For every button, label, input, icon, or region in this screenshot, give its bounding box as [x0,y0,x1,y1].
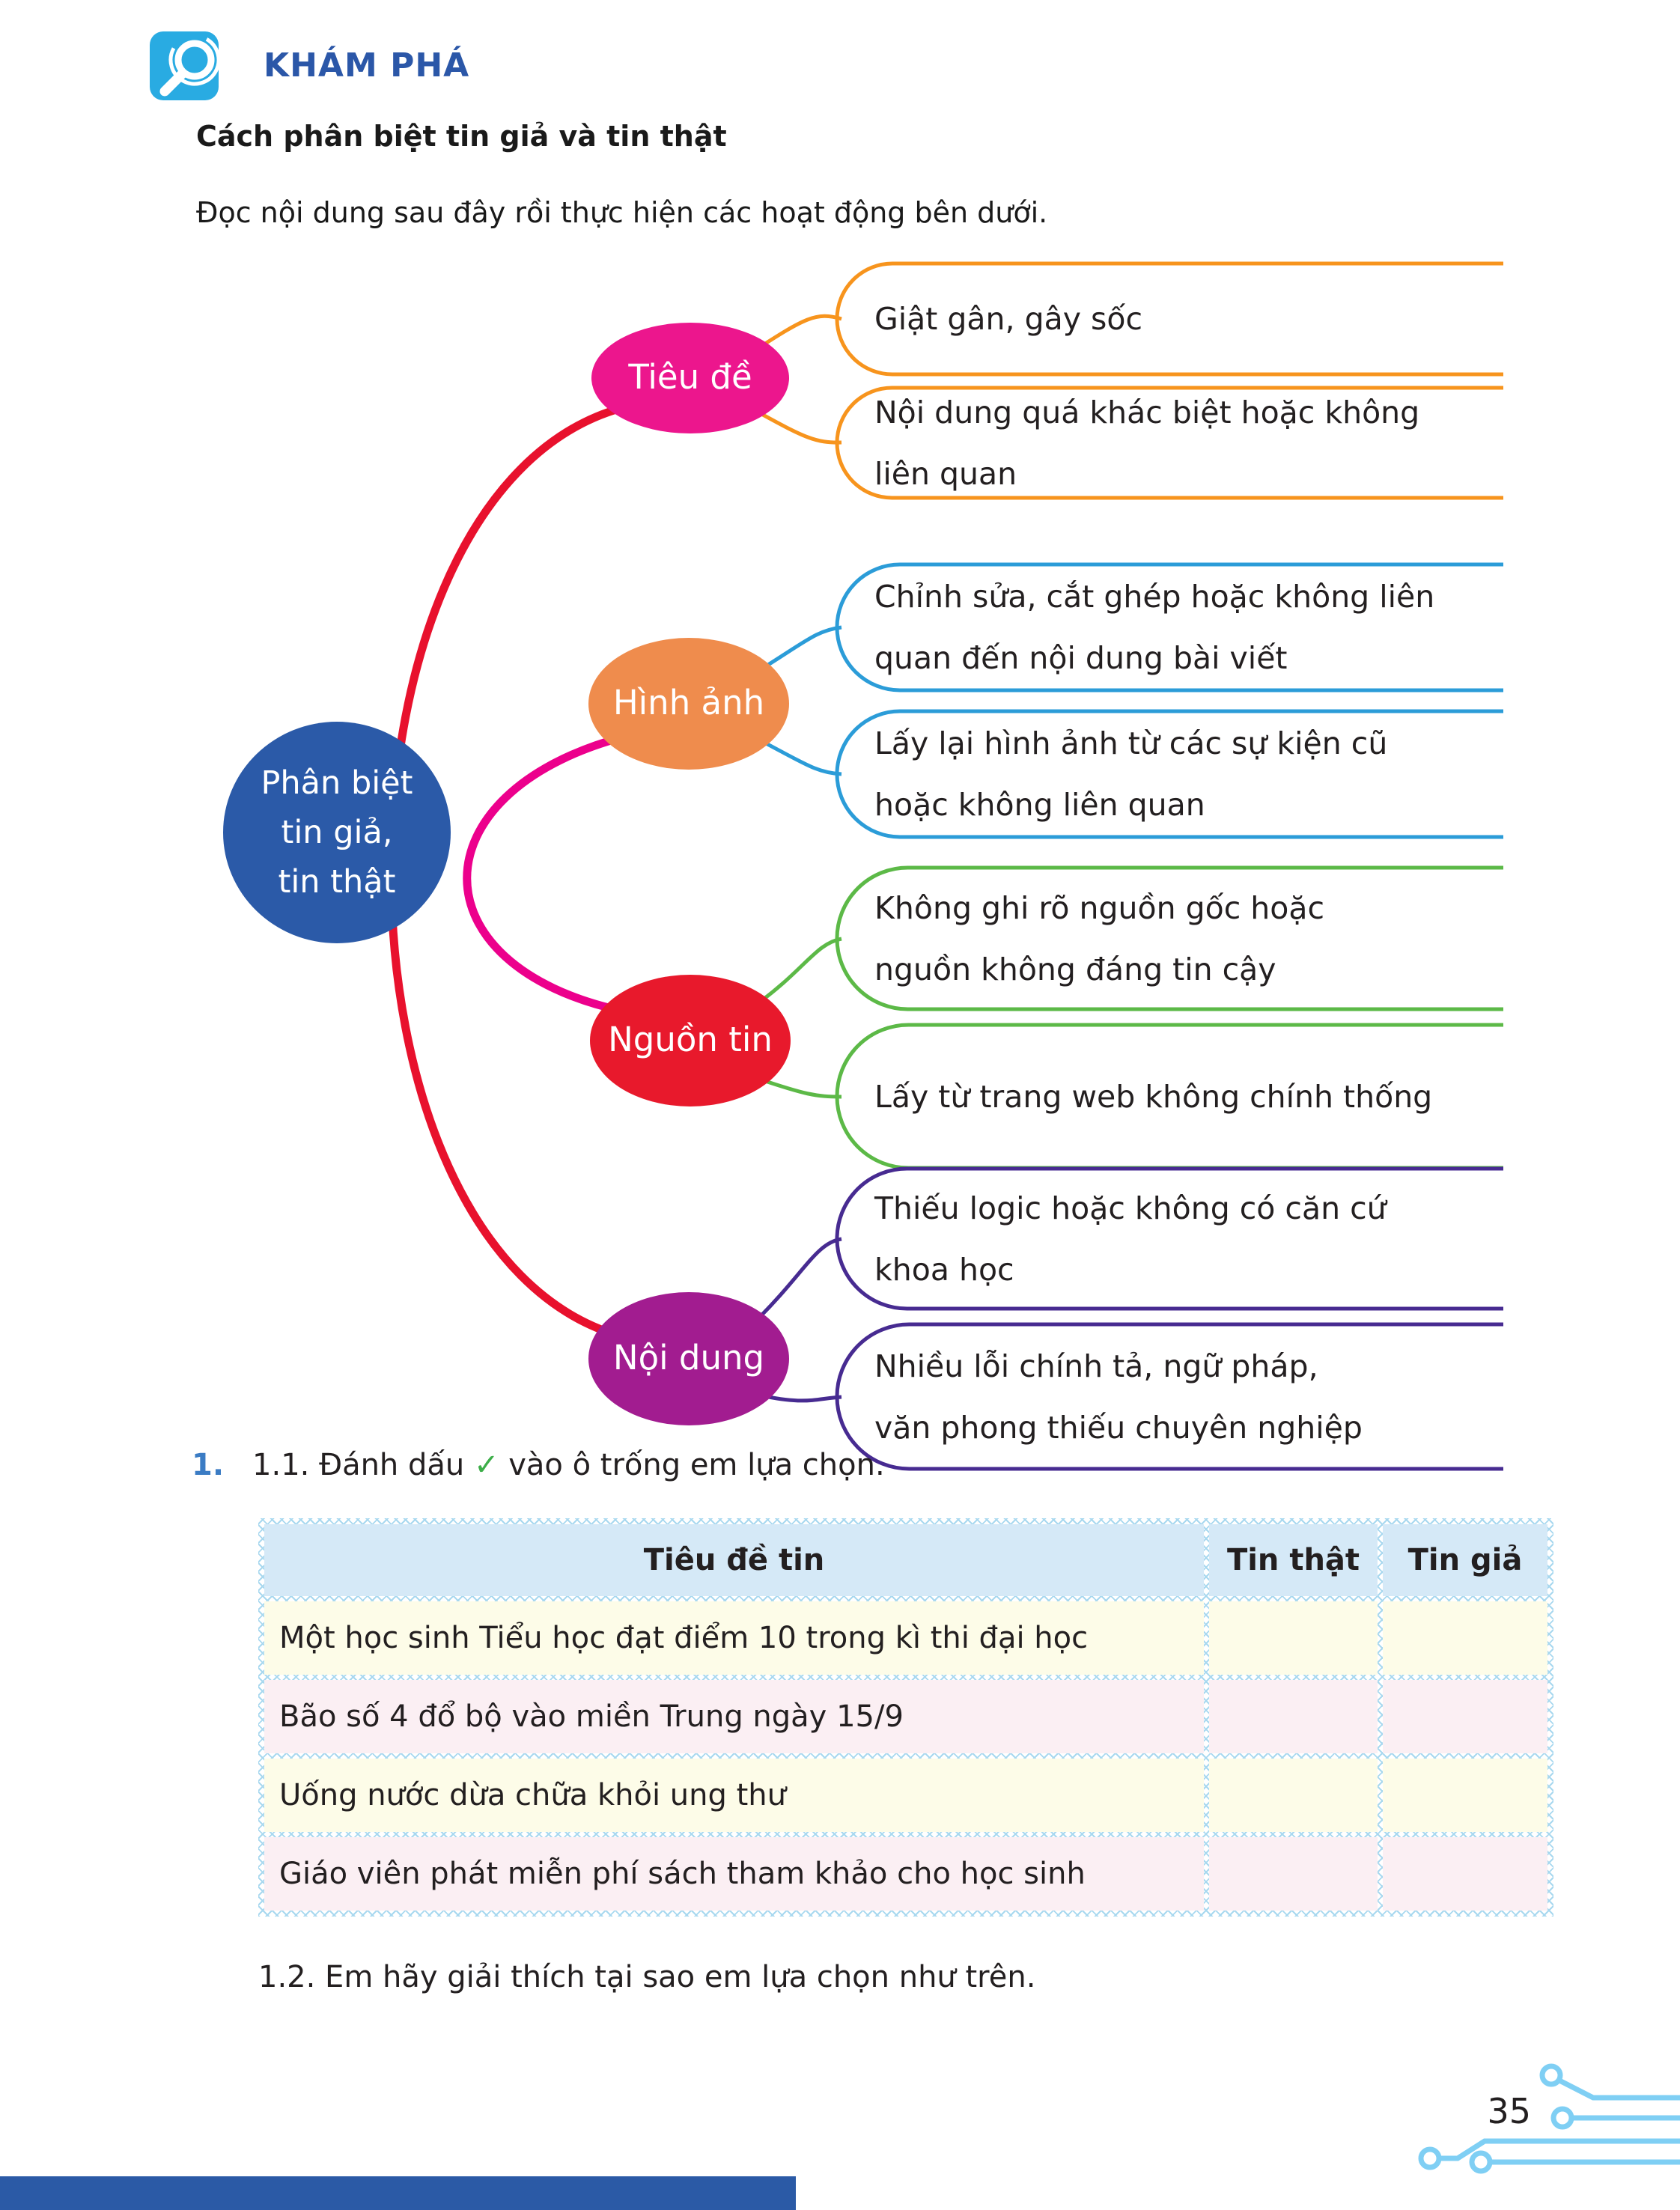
question-1-1 [192,1448,885,1482]
connector [756,738,841,774]
page-number: 35 [1487,2091,1531,2131]
branch-label-source: Nguồn tin [608,1020,773,1059]
table-row-headline: Một học sinh Tiểu học đạt điểm 10 trong kì thi đại học [264,1601,1204,1675]
checkbox-fake-row2[interactable] [1383,1680,1547,1753]
checkbox-fake-row3[interactable] [1383,1759,1547,1832]
col-header-fake: Tin giả [1383,1524,1547,1596]
checkbox-real-row1[interactable] [1209,1601,1378,1675]
map-item: Nội dung quá khác biệt hoặc không liên quan [874,394,1420,492]
checkbox-fake-row1[interactable] [1383,1601,1547,1675]
question-number: 1. [192,1448,225,1482]
branch-label-image: Hình ảnh [612,683,765,722]
map-item: Nhiều lỗi chính tả, ngữ pháp, văn phong thiếu chuyên nghiệp [874,1348,1363,1446]
branch-label-content: Nội dung [612,1338,765,1378]
connector [755,410,841,442]
table-row-headline: Bão số 4 đổ bộ vào miền Trung ngày 15/9 [264,1680,1204,1753]
page-title: Cách phân biệt tin giả và tin thật [196,120,727,153]
table-row-headline: Uống nước dừa chữa khỏi ung thư [264,1759,1204,1832]
connector [755,1239,841,1322]
checkbox-real-row2[interactable] [1209,1680,1378,1753]
map-item: Lấy từ trang web không chính thống [874,1078,1433,1115]
checkbox-real-row3[interactable] [1209,1759,1378,1832]
table-row-headline: Giáo viên phát miễn phí sách tham khảo cho học sinh [264,1837,1204,1911]
section-label: KHÁM PHÁ [264,46,470,85]
branch-label-title: Tiêu đề [628,357,752,397]
footer-bar [0,2176,796,2210]
connector [756,939,841,1005]
intro-text: Đọc nội dung sau đây rồi thực hiện các hoạt động bên dưới. [196,196,1048,229]
arc-images-sources [467,737,621,1011]
map-item: Lấy lại hình ảnh từ các sự kiện cũ hoặc không liên quan [874,725,1388,823]
checkbox-fake-row4[interactable] [1383,1837,1547,1911]
center-node-label: Phân biệt tin giả, tin thật [261,764,413,901]
col-header-real: Tin thật [1209,1524,1378,1596]
check-mark: ✓ [473,1448,499,1482]
map-item: Giật gân, gây sốc [874,301,1143,337]
map-item: Chỉnh sửa, cắt ghép hoặc không liên quan đến nội dung bài viết [874,579,1435,676]
checkbox-real-row4[interactable] [1209,1837,1378,1911]
news-classification-table [258,1518,1553,1917]
map-item: Thiếu logic hoặc không có căn cứ khoa học [874,1190,1387,1288]
question-1-2: 1.2. Em hãy giải thích tại sao em lựa chọn như trên. [258,1960,1036,1994]
question-1-1-text: 1.1. Đánh dấu ✓ vào ô trống em lựa chọn. [252,1448,885,1482]
map-item: Không ghi rõ nguồn gốc hoặc nguồn không đáng tin cậy [874,889,1325,987]
col-header-headline: Tiêu đề tin [264,1524,1204,1596]
